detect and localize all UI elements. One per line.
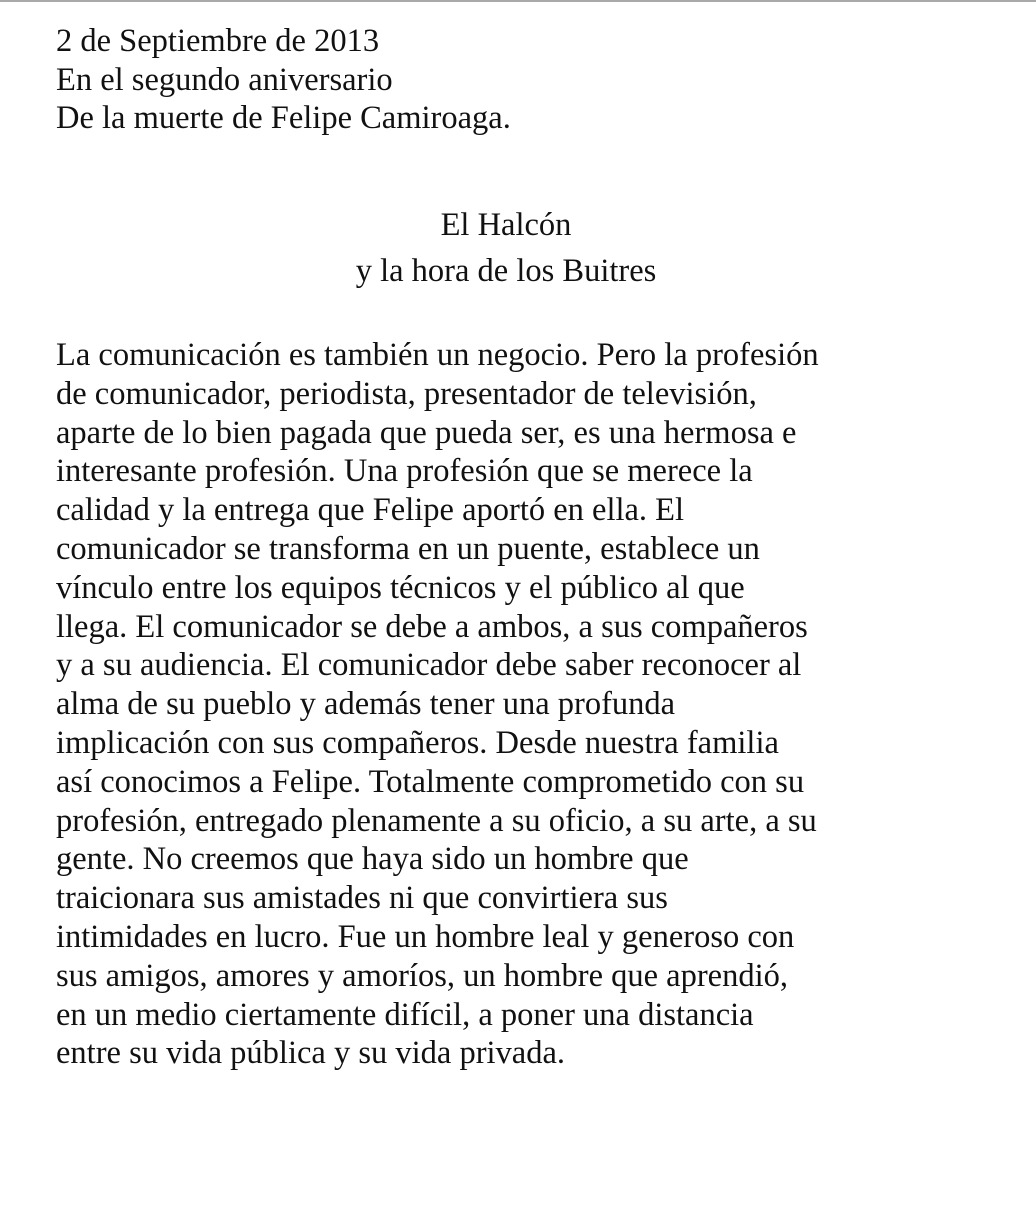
paragraph-line: traicionara sus amistades ni que convirtiera sus — [56, 880, 668, 917]
title-line: El Halcón — [440, 207, 572, 243]
paragraph-line: La comunicación es también un negocio. Pero la profesión — [56, 337, 819, 373]
body-paragraph — [56, 336, 996, 1073]
paragraph-line: vínculo entre los equipos técnicos y el público al que — [56, 569, 745, 606]
dedication-header — [56, 22, 996, 138]
paragraph-line: comunicador se transforma en un puente, establece un — [56, 530, 760, 567]
date-line: 2 de Septiembre de 2013 — [56, 23, 380, 59]
top-border-rule — [0, 0, 1036, 2]
paragraph-line: sus amigos, amores y amoríos, un hombre que aprendió, — [56, 957, 789, 994]
paragraph-line: llega. El comunicador se debe a ambos, a sus compañeros — [56, 608, 808, 645]
dedication-line: En el segundo aniversario — [56, 61, 393, 98]
paragraph-line: alma de su pueblo y además tener una profunda — [56, 686, 676, 723]
paragraph-line: implicación con sus compañeros. Desde nuestra familia — [56, 724, 779, 761]
paragraph-line: así conocimos a Felipe. Totalmente comprometido con su — [56, 763, 805, 800]
paragraph-line: intimidades en lucro. Fue un hombre leal y generoso con — [56, 918, 795, 955]
document-page — [56, 22, 996, 1072]
paragraph-line: y a su audiencia. El comunicador debe saber reconocer al — [56, 647, 802, 684]
paragraph-line: gente. No creemos que haya sido un hombre que — [56, 841, 689, 878]
paragraph-line: aparte de lo bien pagada que pueda ser, es una hermosa e — [56, 414, 797, 451]
paragraph-line: profesión, entregado plenamente a su oficio, a su arte, a su — [56, 802, 817, 839]
paragraph-line: calidad y la entrega que Felipe aportó en ella. El — [56, 492, 685, 529]
paragraph-line: entre su vida pública y su vida privada. — [56, 1035, 566, 1072]
paragraph-line: interesante profesión. Una profesión que se merece la — [56, 453, 753, 490]
paragraph-line: de comunicador, periodista, presentador de televisión, — [56, 375, 757, 412]
document-title — [56, 202, 956, 294]
subtitle-line: y la hora de los Buitres — [355, 253, 657, 289]
dedication-line: De la muerte de Felipe Camiroaga. — [56, 100, 511, 136]
paragraph-line: en un medio ciertamente difícil, a poner una distancia — [56, 996, 754, 1033]
